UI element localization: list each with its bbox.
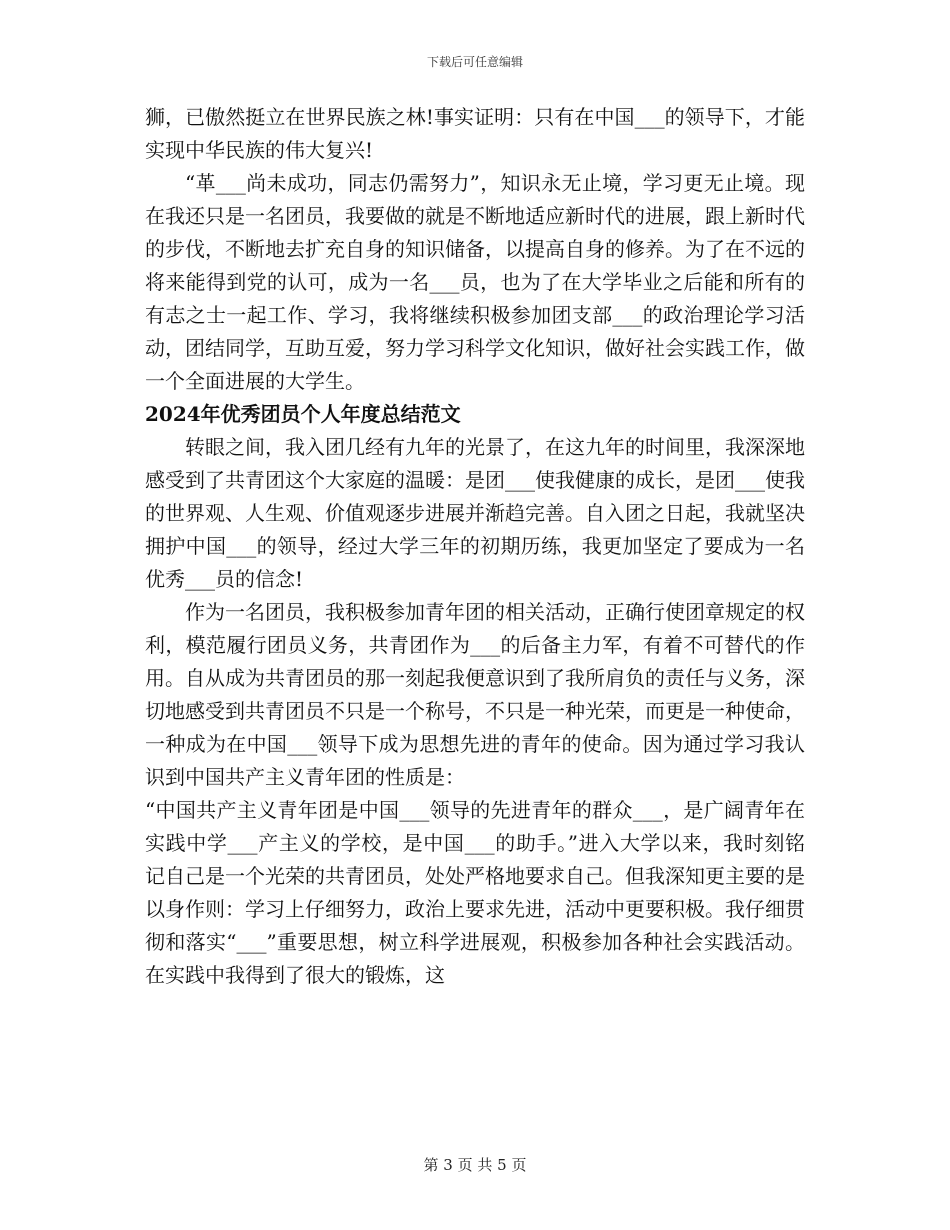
page-footer: 第 3 页 共 5 页 (423, 1156, 527, 1174)
paragraph-3: 转眼之间，我入团几经有九年的光景了，在这九年的时间里，我深深地感受到了共青团这个大家庭的温暖：是团___使我健康的成长，是团___使我的世界观、人生观、价值观逐步进展并渐趋完善。自入团之日起，我就坚决拥护中国___的领导，经过大学三年的初期历练，我更加坚定了要成为一名优秀___员的信念! (145, 435, 805, 591)
paragraph-5: “中国共产主义青年团是中国___领导的先进青年的群众___，是广阔青年在实践中学___产主义的学校，是中国___的助手。”进入大学以来，我时刻铭记自己是一个光荣的共青团员，处处严格地要求自己。但我深知更主要的是以身作则：学习上仔细努力，政治上要求先进，活动中更要积极。我仔细贯彻和落实“___”重要思想，树立科学进展观，积极参加各种社会实践活动。在实践中我得到了很大的锻炼，这 (145, 798, 805, 987)
document-title: 2024年优秀团员个人年度总结范文 (145, 402, 461, 426)
document-body (145, 101, 805, 992)
page-header-note: 下载后可任意编辑 (426, 55, 523, 69)
paragraph-2: “革___尚未成功，同志仍需努力”，知识永无止境，学习更无止境。现在我还只是一名团员，我要做的就是不断地适应新时代的进展，跟上新时代的步伐，不断地去扩充自身的知识储备，以提高自身的修养。为了在不远的将来能得到党的认可，成为一名___员，也为了在大学毕业之后能和所有的有志之士一起工作、学习，我将继续积极参加团支部___的政治理论学习活动，团结同学，互助互爱，努力学习科学文化知识，做好社会实践工作，做一个全面进展的大学生。 (145, 171, 805, 393)
paragraph-1: 狮，已傲然挺立在世界民族之林!事实证明：只有在中国___的领导下，才能实现中华民族的伟大复兴! (145, 105, 805, 162)
paragraph-4: 作为一名团员，我积极参加青年团的相关活动，正确行使团章规定的权利，模范履行团员义务，共青团作为___的后备主力军，有着不可替代的作用。自从成为共青团员的那一刻起我便意识到了我所肩负的责任与义务，深切地感受到共青团员不只是一个称号，不只是一种光荣，而更是一种使命，一种成为在中国___领导下成为思想先进的青年的使命。因为通过学习我认识到中国共产主义青年团的性质是： (145, 600, 805, 789)
